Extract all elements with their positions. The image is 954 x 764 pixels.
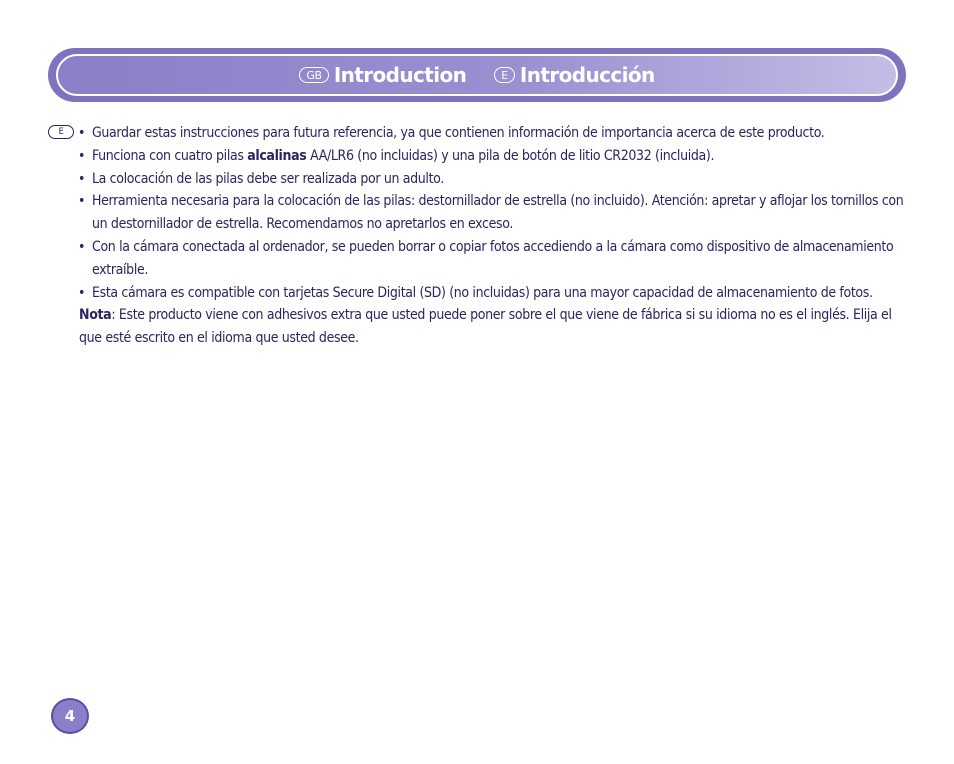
note-label: Nota xyxy=(79,307,112,324)
es-section-title: Introducción xyxy=(519,63,655,87)
list-item xyxy=(78,145,908,168)
section-header-inner xyxy=(56,54,898,96)
es-language-badge: E xyxy=(494,67,515,83)
bullet-text-bold: alcalinas xyxy=(247,147,307,164)
bullet-text: Esta cámara es compatible con tarjetas Secure Digital (SD) (no incluidas) para una mayor capacidad de almacenamiento de fotos. xyxy=(92,284,873,301)
list-item xyxy=(78,190,908,236)
note-paragraph xyxy=(48,304,908,350)
note-text: : Este producto viene con adhesivos extra que usted puede poner sobre el que viene de fábrica si su idioma no es el inglés. Elija el que esté escrito en el idioma que usted desee. xyxy=(79,307,892,347)
bullet-text: Con la cámara conectada al ordenador, se pueden borrar o copiar fotos accediendo a la cámara como dispositivo de almacenamiento extraíble. xyxy=(92,238,894,278)
bullet-text-pre: Funciona con cuatro pilas xyxy=(92,147,248,164)
instruction-list xyxy=(48,122,908,304)
gb-language-badge: GB xyxy=(299,67,328,83)
spanish-language-marker: E xyxy=(48,125,74,139)
list-item xyxy=(78,236,908,282)
section-header-banner xyxy=(48,48,906,102)
bullet-text: La colocación de las pilas debe ser realizada por un adulto. xyxy=(92,170,444,187)
bullet-text: Guardar estas instrucciones para futura referencia, ya que contienen información de importancia acerca de este producto. xyxy=(92,125,825,141)
title-group-gb xyxy=(299,63,466,87)
bullet-text: Herramienta necesaria para la colocación de las pilas: destornillador de estrella (no incluido). Atención: apretar y aflojar los tornillos con un destornillador de estrella. Recomendamos no apretarlos en exceso. xyxy=(92,193,904,233)
list-item xyxy=(78,168,908,191)
page-number-badge: 4 xyxy=(51,698,89,734)
title-group-es xyxy=(494,63,654,87)
bullet-text-post: AA/LR6 (no incluidas) y una pila de botón de litio CR2032 (incluida). xyxy=(306,147,715,164)
gb-section-title: Introduction xyxy=(333,63,467,87)
instructions-content xyxy=(48,122,908,350)
list-item xyxy=(78,122,908,145)
list-item xyxy=(78,282,908,305)
